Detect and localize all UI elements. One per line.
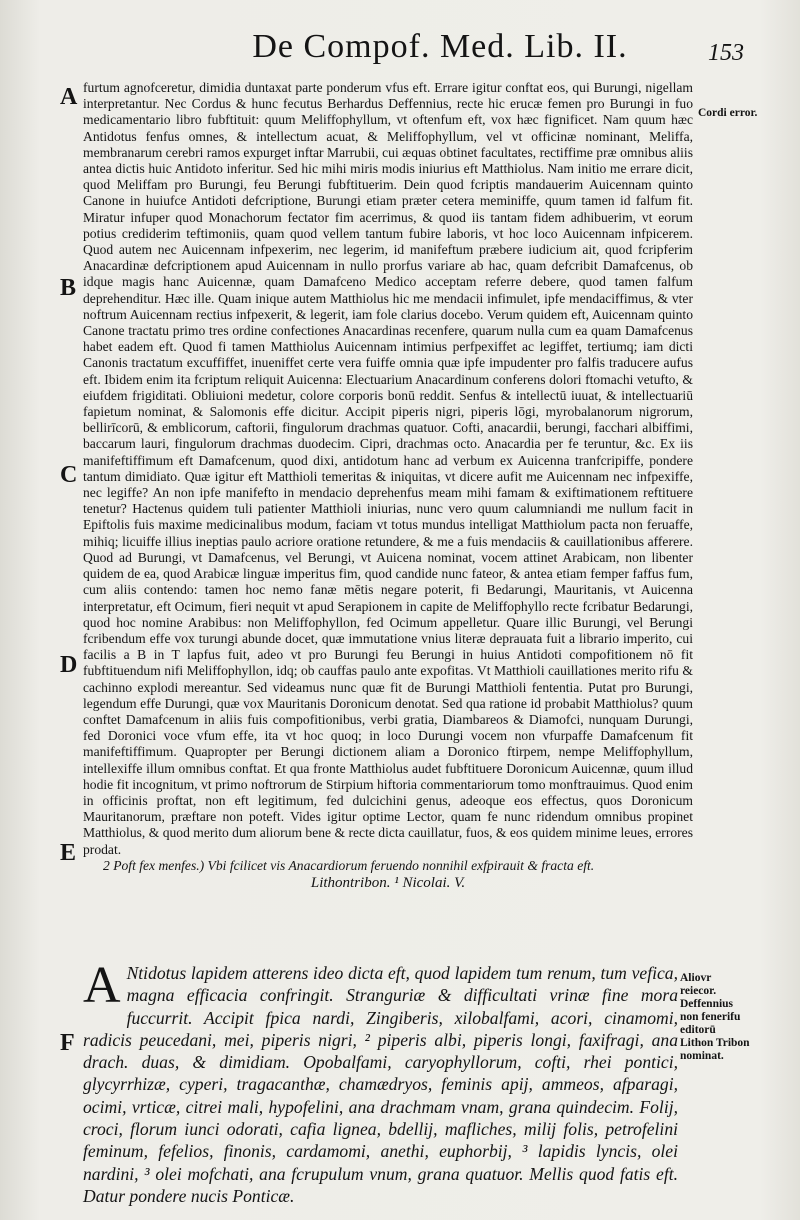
section-letter-b: B (60, 275, 77, 301)
commentary-paragraph: furtum agnofceretur, dimidia duntaxat parte ponderum vfus eft. Errare igitur conftat eos, qui Burungi, nigellam interpretantur. Nec Cordus & hunc fecutus Berhardus Deffennius, recte hic erucæ femen pro Burungi in fuo medicamentario libro fubftituit: quum Meliffophyllum, vt oftenfum eft, vox hæc fignificet. Nam quum hæc Antidotus fenfus omnes, & intellectum acuat, & Meliffophyllum, vel vt officinæ nominant, Meliffa, membranarum cerebri ramos expurget inftar Marrubii, cui æquas obtinet facultates, rectiffime præ omnibus aliis antea dictis huic Antidoto inferitur. Sed hic mihi miris modis iniurius eft Matthiolus. Nam initio me errare dicit, quod Meliffam pro Burungi, feu Berungi fubftituerim. Dein quod fcriptis mandauerim Auicennam quinto Canone in huiufce Antidoti defcriptione, Burungi etiam præter cetera meminiffe, quum tamen id falfum fit. Miratur infuper quod Monachorum fectator fim acerrimus, & quod iis tantam fidem adhibuerim, vt eorum potius crediderim teftimoniis, quam quod vellem tantum fubire laboris, vt hoc loco Auicennam infpicerem. Quod autem nec Auicennam infpexerim, nec legerim, id manifeftum præbere iudicium ait, quod fcripferim Anacardinæ defcriptionem apud Auicennam in nullo prorfus variare ab hac, quam defcribit Damafcenus, ob idque magis hanc Auicennæ, quam Damafceno Medico acceptam referre debere, quod tamen falfum deprehenditur. Hæc ille. Quam inique autem Matthiolus hic me mendacii infimulet, ipfe mendaciffimus, & vter noftrum Auicennam rectius infpexerit, & legerit, iam fole clarius docebo. Verum quidem eft, Auicennam quinto Canone tractatu primo tres ordine confectiones Anacardinas recenfere, quarum nulla cum ea quam Damafcenus habet eadem eft. Quod fi tamen Matthiolus Auicennam intimius perfpexiffet ac legiffet, tertiumq; iam dicti Canonis tractatum excuffiffet, inueniffet certe vera fuiffe omnia quæ ipfe impudenter pro falfis traducere aufus eft. Ibidem enim ita fcriptum reliquit Auicenna: Electuarium Anacardinum conferens dolori ftomachi vetufto, & eiufdem frigiditati. Obliuioni medetur, colore corporis bonū reddit. Senfus & intellectū iuuat, & intellectuariū fapietum nominat, & Salomonis effe dicitur. Accipit piperis nigri, piperis lōgi, myrobalanorum nigrorum, bellirīcorū, & emblicorum, caftorii, fingulorum drachmas quatuor. Cofti, anacardii, berungi, facchari albiffimi, baccarum lauri, fingulorum drachmas duodecim. Cipri, drachmas octo. Anacardia per fe teruntur, &c. Ex iis manifeftiffimum eft Damafcenum, quod dixi, antidotum hanc ad verbum ex Auicenna tranfcripiffe, pondere tantum dimidiato. Quæ igitur eft Matthioli temeritas & iniquitas, vt dicere aufit me Auicennam nec infpexiffe, nec legiffe? An non ipfe manifefto in mendacio deprehenfus meam mihi famam & exiftimationem reftituere tenetur? Hactenus quidem tuli patienter Matthioli iniurias, nunc vero quum calumniandi me nullum facit in Epiftolis fuis maxime medicinalibus modum, faciam vt totus mundus intelligat Matthiolum pacta non feruaffe, mihiq; licuiffe illius ineptias paulo acriore oratione retundere, & me a fuis mendaciis & cauillationibus afferere. Quod ad Burungi, vt Damafcenus, vel Berungi, vt Auicena nominat, vocem attinet Arabicam, non libenter quidem de ea, quod Arabicæ linguæ imperitus fim, quod candide nunc fateor, & antea etiam femper faffus fum, cum aliis contendo: tamen hoc nemo fanæ mētis negare poterit, fi Bedarungi, Mauritanis, vt Auicenna interpretatur, eft Ocimum, fieri nequit vt apud Serapionem in capite de Meliffophyllo recte fcribatur Bedarungi, quod hoc nomine Arabibus: non Meliffophyllon, fed Ocimum appelletur. Quare illic Burungi, vel Berungi fcribendum effe vox turungi abunde docet, quæ immutatione vnius literæ deprauata fuit a librario imperito, cui facilis a B in T lapfus fuit, adeo vt pro Burungi feu Berungi in huius Antidoti compofitionem nō fit fubftituendum nifi Meliffophyllon, idq; ob cauffas paulo ante expofitas. Vt Matthioli cauillationes merito rifu & cachinno explodi mereantur. Sed videamus nunc quæ fit de Burungi Matthioli fententia. Putat pro Burungi, legendum effe Durungi, quæ vox Mauritanis Doronicum denotat. Sed qua ratione id probabit Matthiolus? quum conftet Damafcenum in aliis fuis compofitionibus, verbi gratia, Diambareos & Diamofci, nunquam Durungi, fed Doronici voce vfum effe, ita vt hoc quoq; in loco Durungi vocem non vfurpaffe Damafcenum fit manifeftiffimum. Quapropter per Berungi dictionem aliam a Doronico ftirpem, nempe Meliffophyllum, intellexiffe illum omnibus conftat. Et qua fronte Matthiolus audet fubftituere Doronicum Auicennæ, quum illud hodie fit incognitum, vt primo noftrorum de Stirpium hiftoria commentariorum tomo monftrauimus. Quod enim in officinis proftat, non eft legitimum, fed dulcichini genus, adeoque eos effectus, quos Doronicum Mauritanorum, præftare non poteft. Vides igitur optime Lector, quam fe nunc ridendum omnibus propinet Matthiolus, & quod merito dum aliorum bene & recte dicta cauillatur, fuos, & eos quidem minime leues, errores prodat. (83, 80, 693, 857)
margin-note-deffennius: Aliovr reiecor. Deffennius non fenerifu editorū Lithon Tribon nominat. (680, 972, 750, 1062)
recipe-paragraph: Ntidotus lapidem atterens ideo dicta eft, quod lapidem tum renum, tum vefica, magna efficacia confringit. Stranguriæ & difficultati vrinæ fine mora fuccurrit. Accipit fpica nardi, Zingiberis, xilobalfami, acori, cinamomi, radicis peucedani, mei, piperis nigri, ² piperis albi, piperis longi, faxifragi, ana drach. duas, & dimidiam. Opobalfami, caryophyllorum, cofti, rhei pontici, glycyrrhizæ, cyperi, tragacanthæ, chamædryos, feminis apij, ammeos, afparagi, ocimi, vrticæ, citrei mali, hypofelini, ana drachmam vnam, grana quindecim. Folij, croci, florum iunci odorati, cafia lignea, bdellij, mafliches, milij folis, petrofelini feminum, fefelios, finonis, cardamomi, anethi, euphorbij, ³ lapidis lyncis, olei nardini, ³ olei mofchati, ana fcrupulum vnum, grana quatuor. Mellis quod fatis eft. Datur pondere nucis Ponticæ. (83, 963, 678, 1206)
section-letter-e: E (60, 840, 77, 866)
running-head: De Compof. Med. Lib. II. (252, 28, 628, 65)
section-letter-c: C (60, 462, 78, 488)
main-text-block (83, 80, 693, 891)
page-number: 153 (708, 40, 744, 66)
section-letter-f: F (60, 1030, 75, 1056)
section-letter-a: A (60, 84, 78, 110)
drop-cap: A (83, 957, 121, 1014)
footnote-line: 2 Poft fex menfes.) Vbi fcilicet vis Anacardiorum feruendo nonnihil exfpirauit & fracta eft. (103, 857, 595, 873)
margin-note-cordi: Cordi error. (698, 107, 758, 119)
recipe-text (83, 957, 678, 1207)
section-letter-d: D (60, 652, 78, 678)
section-heading: Lithontribon. ¹ Nicolai. V. (310, 874, 466, 891)
